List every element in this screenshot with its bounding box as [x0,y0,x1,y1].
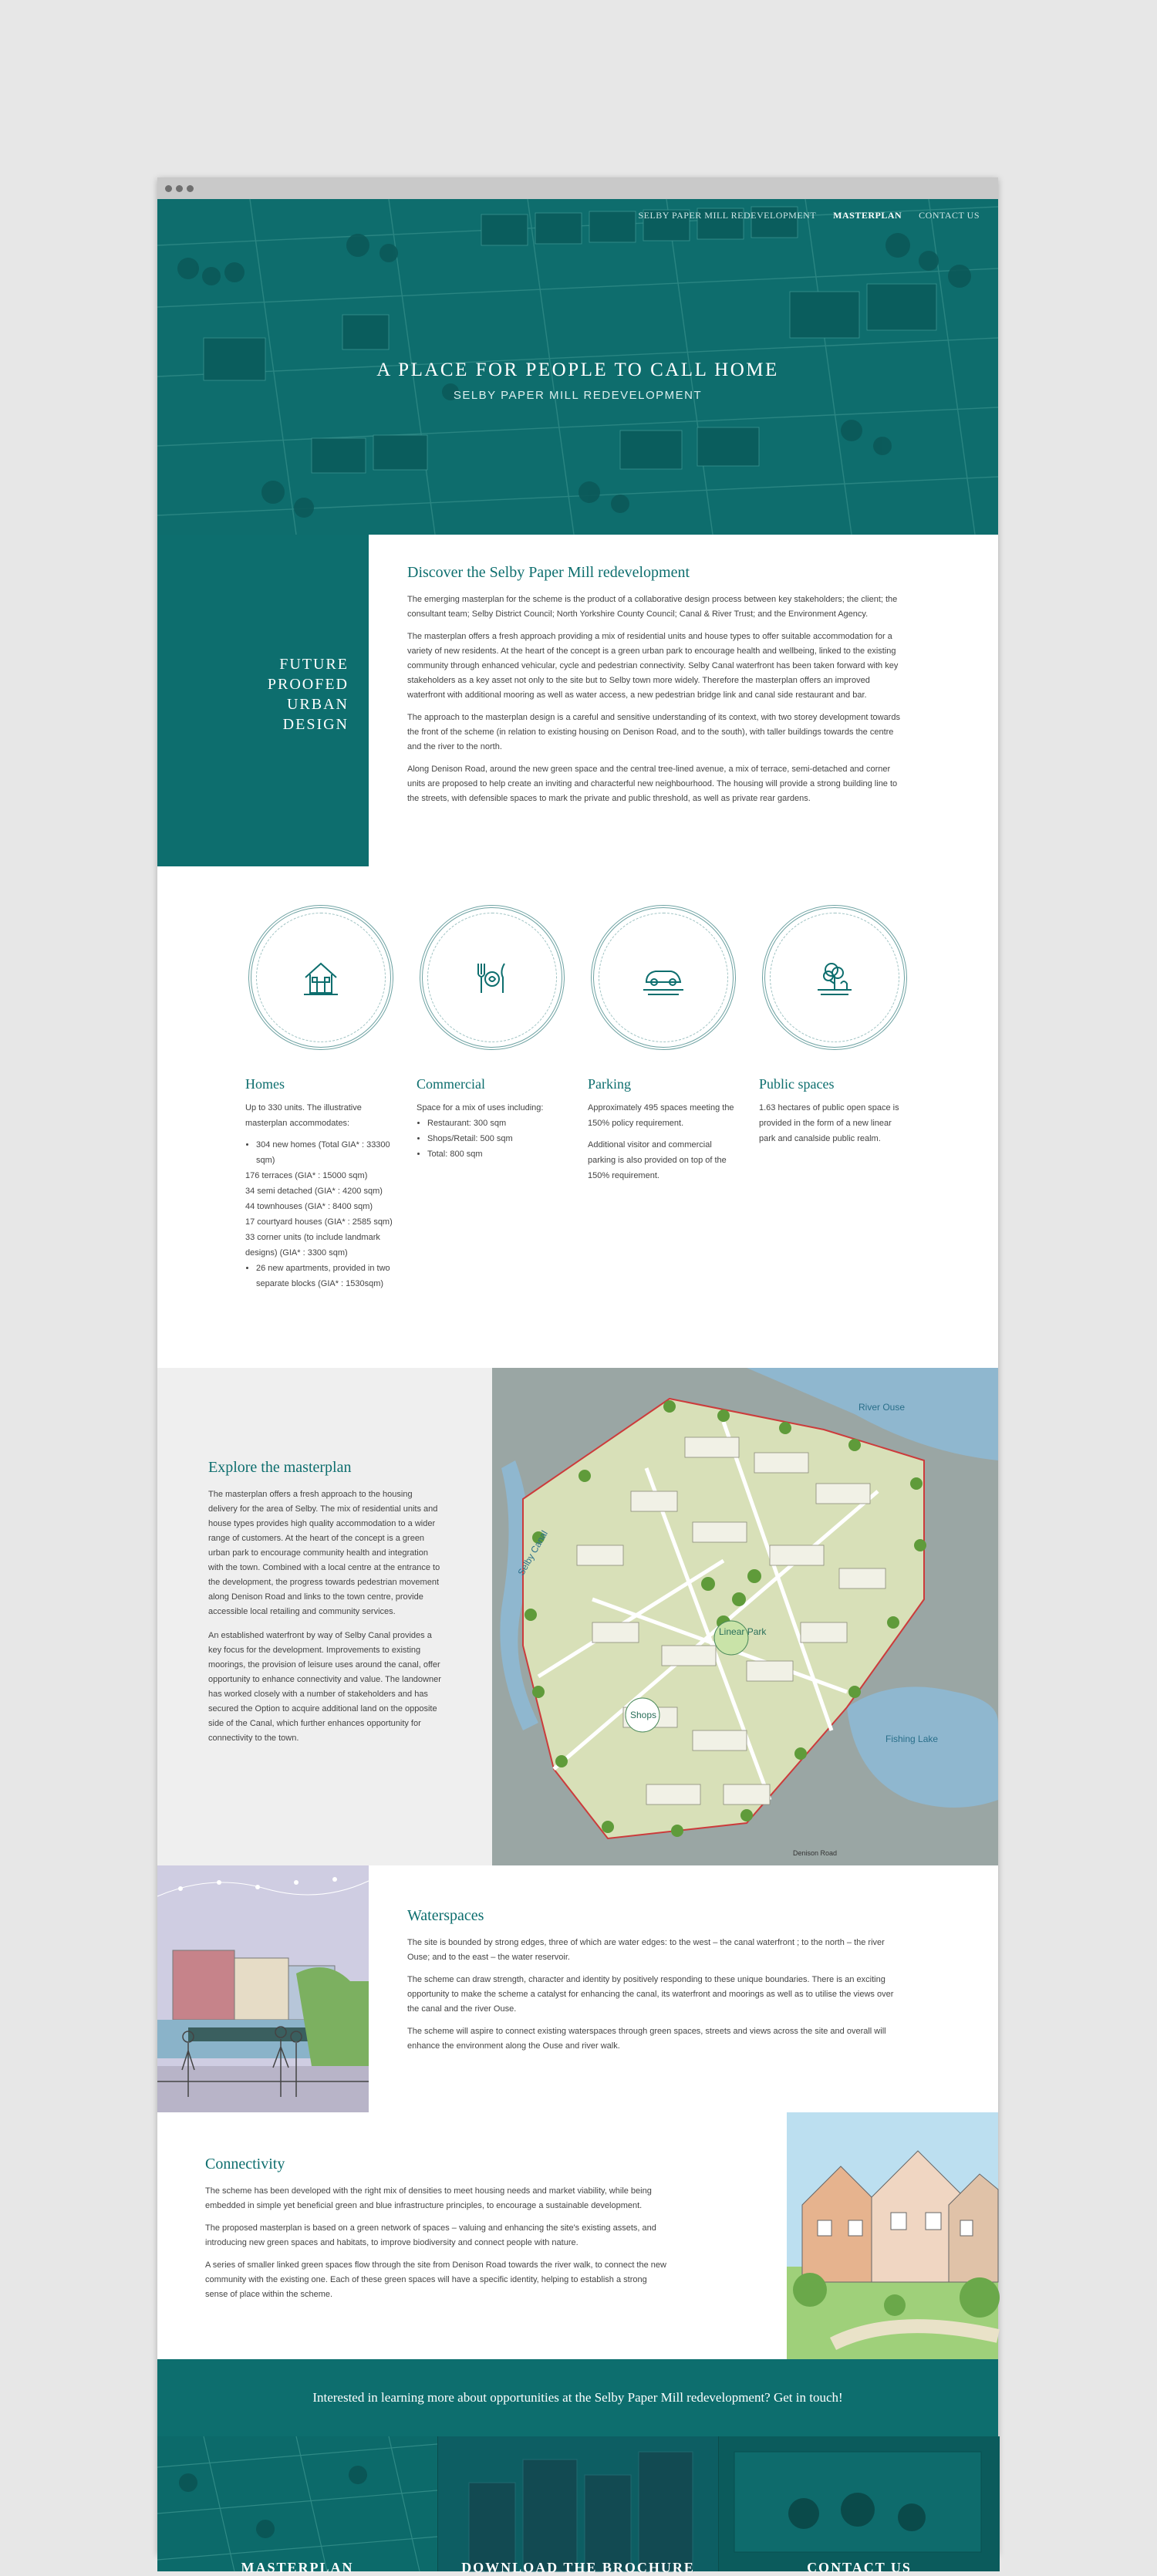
parking-icon-circle [591,905,736,1050]
window-dot-icon[interactable] [187,185,194,192]
connectivity-body [157,2112,787,2359]
map-label-shops: Shops [630,1710,657,1720]
public-spaces-icon-circle [762,905,907,1050]
hero-section [157,199,998,535]
card-masterplan[interactable] [157,2436,438,2575]
car-icon [640,956,686,999]
feature-intro: Up to 330 units. The illustrative masterplan accommodates: [245,1103,362,1128]
cta-banner [157,2359,998,2436]
card-label: MASTERPLAN [241,2560,354,2575]
waterspaces-paragraph: The scheme can draw strength, character and identity by positively responding to these unique boundaries. There is an exciting opportunity to make the scheme a catalyst for enhancing the canal, its waterfront and moorings as well as to utilise the views over the canal and the river Ouse. [407,1975,894,2014]
map-label-park: Linear Park [719,1626,767,1637]
discover-paragraph: Along Denison Road, around the new green space and the central tree-lined avenue, a mix of terrace, semi-detached and corner units are proposed to help create an inviting and characterful new neighbourhood. The housing will provide a strong building line to the streets, with defensible spaces to mark the private and public threshold, as well as private rear gardens. [407,765,898,803]
map-label-road: Denison Road [793,1849,838,1857]
house-icon [299,956,342,999]
features-section [157,866,998,1368]
feature-parking [588,1076,736,1291]
discover-heading: Discover the Selby Paper Mill redevelopment [407,564,690,581]
connectivity-paragraph: The scheme has been developed with the right mix of densities to meet housing needs and market viability, while being embedded in simple yet beneficial green and blue infrastructure principles, to encourage a sustainable development. [205,2186,652,2210]
connectivity-illustration [787,2112,998,2359]
cta-text[interactable]: Interested in learning more about opportunities at the Selby Paper Mill redevelopment? Get in touch! [312,2390,843,2405]
connectivity-heading: Connectivity [205,2156,285,2173]
hero-subtitle: SELBY PAPER MILL REDEVELOPMENT [453,389,703,402]
tagline-line: FUTURE [279,656,349,673]
tagline-line: URBAN [286,696,349,713]
commercial-icon-circle [420,905,565,1050]
waterspaces-paragraph: The scheme will aspire to connect existing waterspaces through green spaces, streets and views across the site and overall will enhance the environment along the Ouse and river walk. [407,2027,886,2051]
feature-public-spaces [759,1076,907,1291]
hero-title: A PLACE FOR PEOPLE TO CALL HOME [376,360,779,380]
feature-commercial [417,1076,565,1291]
feature-columns [245,1076,907,1291]
masterplan-map[interactable] [492,1368,998,1865]
feature-icons [248,905,907,1050]
waterspaces-illustration [157,1865,369,2112]
homes-icon-circle [248,905,393,1050]
feature-title: Public spaces [759,1076,835,1092]
connectivity-paragraph: A series of smaller linked green spaces flow through the site from Denison Road towards the river walk, to connect the new community with the existing one. Each of these green spaces will have a specific identity, helping to establish a strong sense of place within the scheme. [205,2260,666,2299]
waterspaces-body [369,1865,998,2112]
discover-paragraph: The emerging masterplan for the scheme is the product of a collaborative design process between key stakeholders; the client; the consultant team; Selby District Council; North Yorkshire County Council; Canal & River Trust; and the Environment Agency. [407,595,898,619]
masterplan-paragraph: The masterplan offers a fresh approach to the housing delivery for the area of Selby. The mix of residential units and house types provides high quality accommodation to a wider range of customers. At the heart of the concept is a green urban park to encourage community health and integration with the town. Combined with a local centre at the entrance to the development, the progress towards pedestrian movement along Denison Road and links to the town centre, provide accessible local retailing and community services. [208,1490,440,1616]
feature-sub-item: 34 semi detached (GIA* : 4200 sqm) [245,1187,383,1196]
feature-sub-item: 44 townhouses (GIA* : 8400 sqm) [245,1202,373,1211]
feature-paragraph: Additional visitor and commercial parking is also provided on top of the 150% requirement. [588,1140,727,1180]
feature-homes [245,1076,393,1291]
card-contact-image [719,2436,1000,2571]
feature-list [417,1116,565,1162]
nav-link-contact-us[interactable]: CONTACT US [919,210,980,221]
top-nav [638,210,980,221]
card-label: DOWNLOAD THE BROCHURE [461,2560,695,2575]
masterplan-paragraph: An established waterfront by way of Selby Canal provides a key focus for the development. Improvements to existing moorings, the provision of leisure uses around the canal, offer opportunity to enhance connectivity and value. The landowner has worked closely with a number of stakeholders and has secured the Option to acquire additional land on the opposite side of the Canal, which further enhances opportunity for connectivity to the town. [208,1631,441,1743]
feature-list-item: • 26 new apartments, provided in two separate blocks (GIA* : 1530sqm) [256,1261,393,1291]
map-label-canal: Selby Canal [515,1528,550,1578]
feature-title: Commercial [417,1076,485,1092]
connectivity-paragraph: The proposed masterplan is based on a green network of spaces – valuing and enhancing the site's existing assets, and introducing new green spaces and habitats, to improve biodiversity and connect people with nature. [205,2223,656,2247]
connectivity-section [157,2112,998,2359]
map-label-river: River Ouse [858,1402,906,1413]
houses-illustration-image [787,2112,998,2359]
tagline-line: PROOFED [267,676,349,693]
browser-window [157,177,998,2575]
canal-illustration-image [157,1865,369,2112]
feature-intro: Space for a mix of uses including: [417,1103,544,1112]
footer-cards [157,2436,998,2575]
window-chrome [157,177,998,199]
feature-paragraph: 1.63 hectares of public open space is provided in the form of a new linear park and canalside public realm. [759,1103,899,1143]
masterplan-text [157,1368,492,1865]
feature-title: Homes [245,1076,285,1092]
map-label-lake: Fishing Lake [885,1734,939,1744]
feature-list [245,1137,393,1291]
waterspaces-heading: Waterspaces [407,1907,484,1924]
discover-paragraph: The approach to the masterplan design is a careful and sensitive understanding of its context, with two storey development towards the front of the scheme (in relation to existing housing on Denison Road, and to the south), with taller buildings towards the centre and the river to the north. [407,713,900,751]
card-label: CONTACT US [807,2560,912,2575]
feature-list-item: • Restaurant: 300 sqm [427,1116,565,1131]
feature-list-item [245,1137,393,1261]
feature-sub-item: 17 courtyard houses (GIA* : 2585 sqm) [245,1217,393,1227]
card-masterplan-image [157,2436,437,2571]
feature-list-text: 304 new homes (Total GIA* : 33300 sqm) [256,1140,390,1165]
feature-sub-item: 33 corner units (to include landmark designs) (GIA* : 3300 sqm) [245,1233,380,1258]
card-brochure-image [438,2436,718,2571]
masterplan-heading: Explore the masterplan [208,1459,352,1476]
tagline [268,654,349,734]
nav-link-selby-paper-mill[interactable]: SELBY PAPER MILL REDEVELOPMENT [638,210,817,221]
waterspaces-section [157,1865,998,2112]
window-dot-icon[interactable] [165,185,172,192]
card-contact-us[interactable] [719,2436,1000,2575]
tagline-panel [157,535,369,866]
window-dot-icon[interactable] [176,185,183,192]
tagline-line: DESIGN [282,716,349,733]
masterplan-image [492,1368,998,1865]
nav-link-masterplan[interactable]: MASTERPLAN [833,210,902,221]
discover-section [157,535,998,866]
discover-paragraph: The masterplan offers a fresh approach providing a mix of residential units and house types to offer suitable accommodation for a variety of new residents. At the heart of the concept is a green urban park to encourage health and wellbeing, linked to the existing community through enhanced vehicular, cycle and pedestrian connectivity. Selby Canal waterfront has been taken forward with key stakeholders as a key asset not only to the site but to Selby town more widely. Therefore the masterplan offers an improved waterfront with additional mooring as well as water access, a new pedestrian bridge link and canal side restaurant and bar. [407,632,899,700]
waterspaces-paragraph: The site is bounded by strong edges, three of which are water edges: to the west – the canal waterfront ; to the north – the river Ouse; and to the east – the water reservoir. [407,1938,885,1962]
discover-body [369,535,998,866]
card-download-brochure[interactable] [438,2436,719,2575]
feature-title: Parking [588,1076,631,1092]
feature-sub-item: 176 terraces (GIA* : 15000 sqm) [245,1171,368,1180]
dining-icon [471,956,514,999]
feature-list-item: • Total: 800 sqm [427,1146,565,1162]
feature-list-item: • Shops/Retail: 500 sqm [427,1131,565,1146]
tree-icon [813,956,856,999]
masterplan-section [157,1368,998,1865]
feature-paragraph: Approximately 495 spaces meeting the 150% policy requirement. [588,1103,734,1128]
